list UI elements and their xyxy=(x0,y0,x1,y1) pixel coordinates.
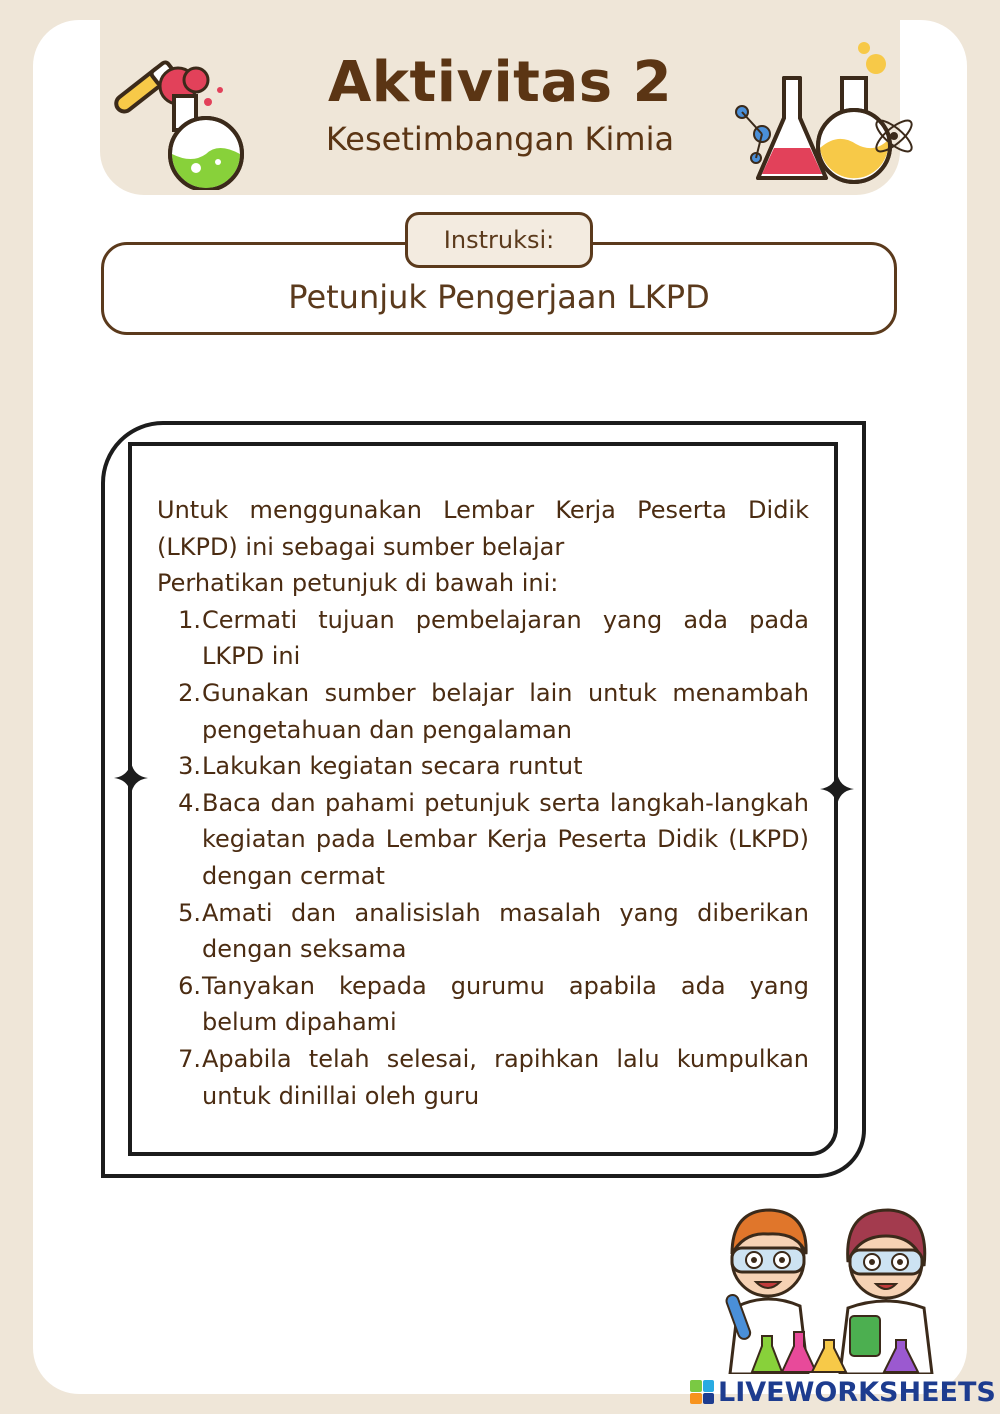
steps-list xyxy=(157,602,809,1114)
step-number: 4. xyxy=(178,788,201,817)
step-number: 5. xyxy=(178,898,201,927)
intro-line: Perhatikan petunjuk di bawah ini: xyxy=(157,569,559,598)
step-number: 3. xyxy=(178,752,201,781)
page-subtitle: Kesetimbangan Kimia xyxy=(325,120,675,158)
instruction-label: Instruksi: xyxy=(405,212,593,268)
liveworksheets-icon xyxy=(690,1380,714,1404)
list-item xyxy=(157,785,809,895)
brand-text: LIVEWORKSHEETS xyxy=(718,1376,996,1408)
liveworksheets-logo xyxy=(690,1374,996,1410)
page-title: Aktivitas 2 xyxy=(327,50,673,115)
step-text: Apabila telah selesai, rapihkan lalu kumpulkan untuk dinillai oleh guru xyxy=(202,1044,809,1110)
list-item xyxy=(157,1041,809,1114)
step-text: Tanyakan kepada gurumu apabila ada yang belum dipahami xyxy=(202,971,809,1037)
sparkle-icon xyxy=(820,772,854,806)
step-text: Baca dan pahami petunjuk serta langkah-langkah kegiatan pada Lembar Kerja Peserta Didik (LKPD) dengan cermat xyxy=(202,788,809,890)
instruction-content xyxy=(157,492,809,1114)
sparkle-icon xyxy=(114,761,148,795)
intro-paragraph: Untuk menggunakan Lembar Kerja Peserta Didik (LKPD) ini sebagai sumber belajar xyxy=(157,496,809,561)
step-number: 6. xyxy=(178,971,201,1000)
step-text: Cermati tujuan pembelajaran yang ada pada LKPD ini xyxy=(202,605,809,671)
list-item xyxy=(157,748,809,785)
step-text: Gunakan sumber belajar lain untuk menambah pengetahuan dan pengalaman xyxy=(202,678,809,744)
step-number: 2. xyxy=(178,678,201,707)
step-text: Amati dan analisislah masalah yang diberikan dengan seksama xyxy=(202,898,809,964)
list-item xyxy=(157,675,809,748)
scientist-kids-illustration xyxy=(718,1196,958,1374)
list-item xyxy=(157,895,809,968)
step-text: Lakukan kegiatan secara runtut xyxy=(202,752,583,781)
step-number: 7. xyxy=(178,1044,201,1073)
instruction-text: Petunjuk Pengerjaan LKPD xyxy=(288,278,710,316)
list-item xyxy=(157,602,809,675)
list-item xyxy=(157,968,809,1041)
step-number: 1. xyxy=(178,605,201,634)
